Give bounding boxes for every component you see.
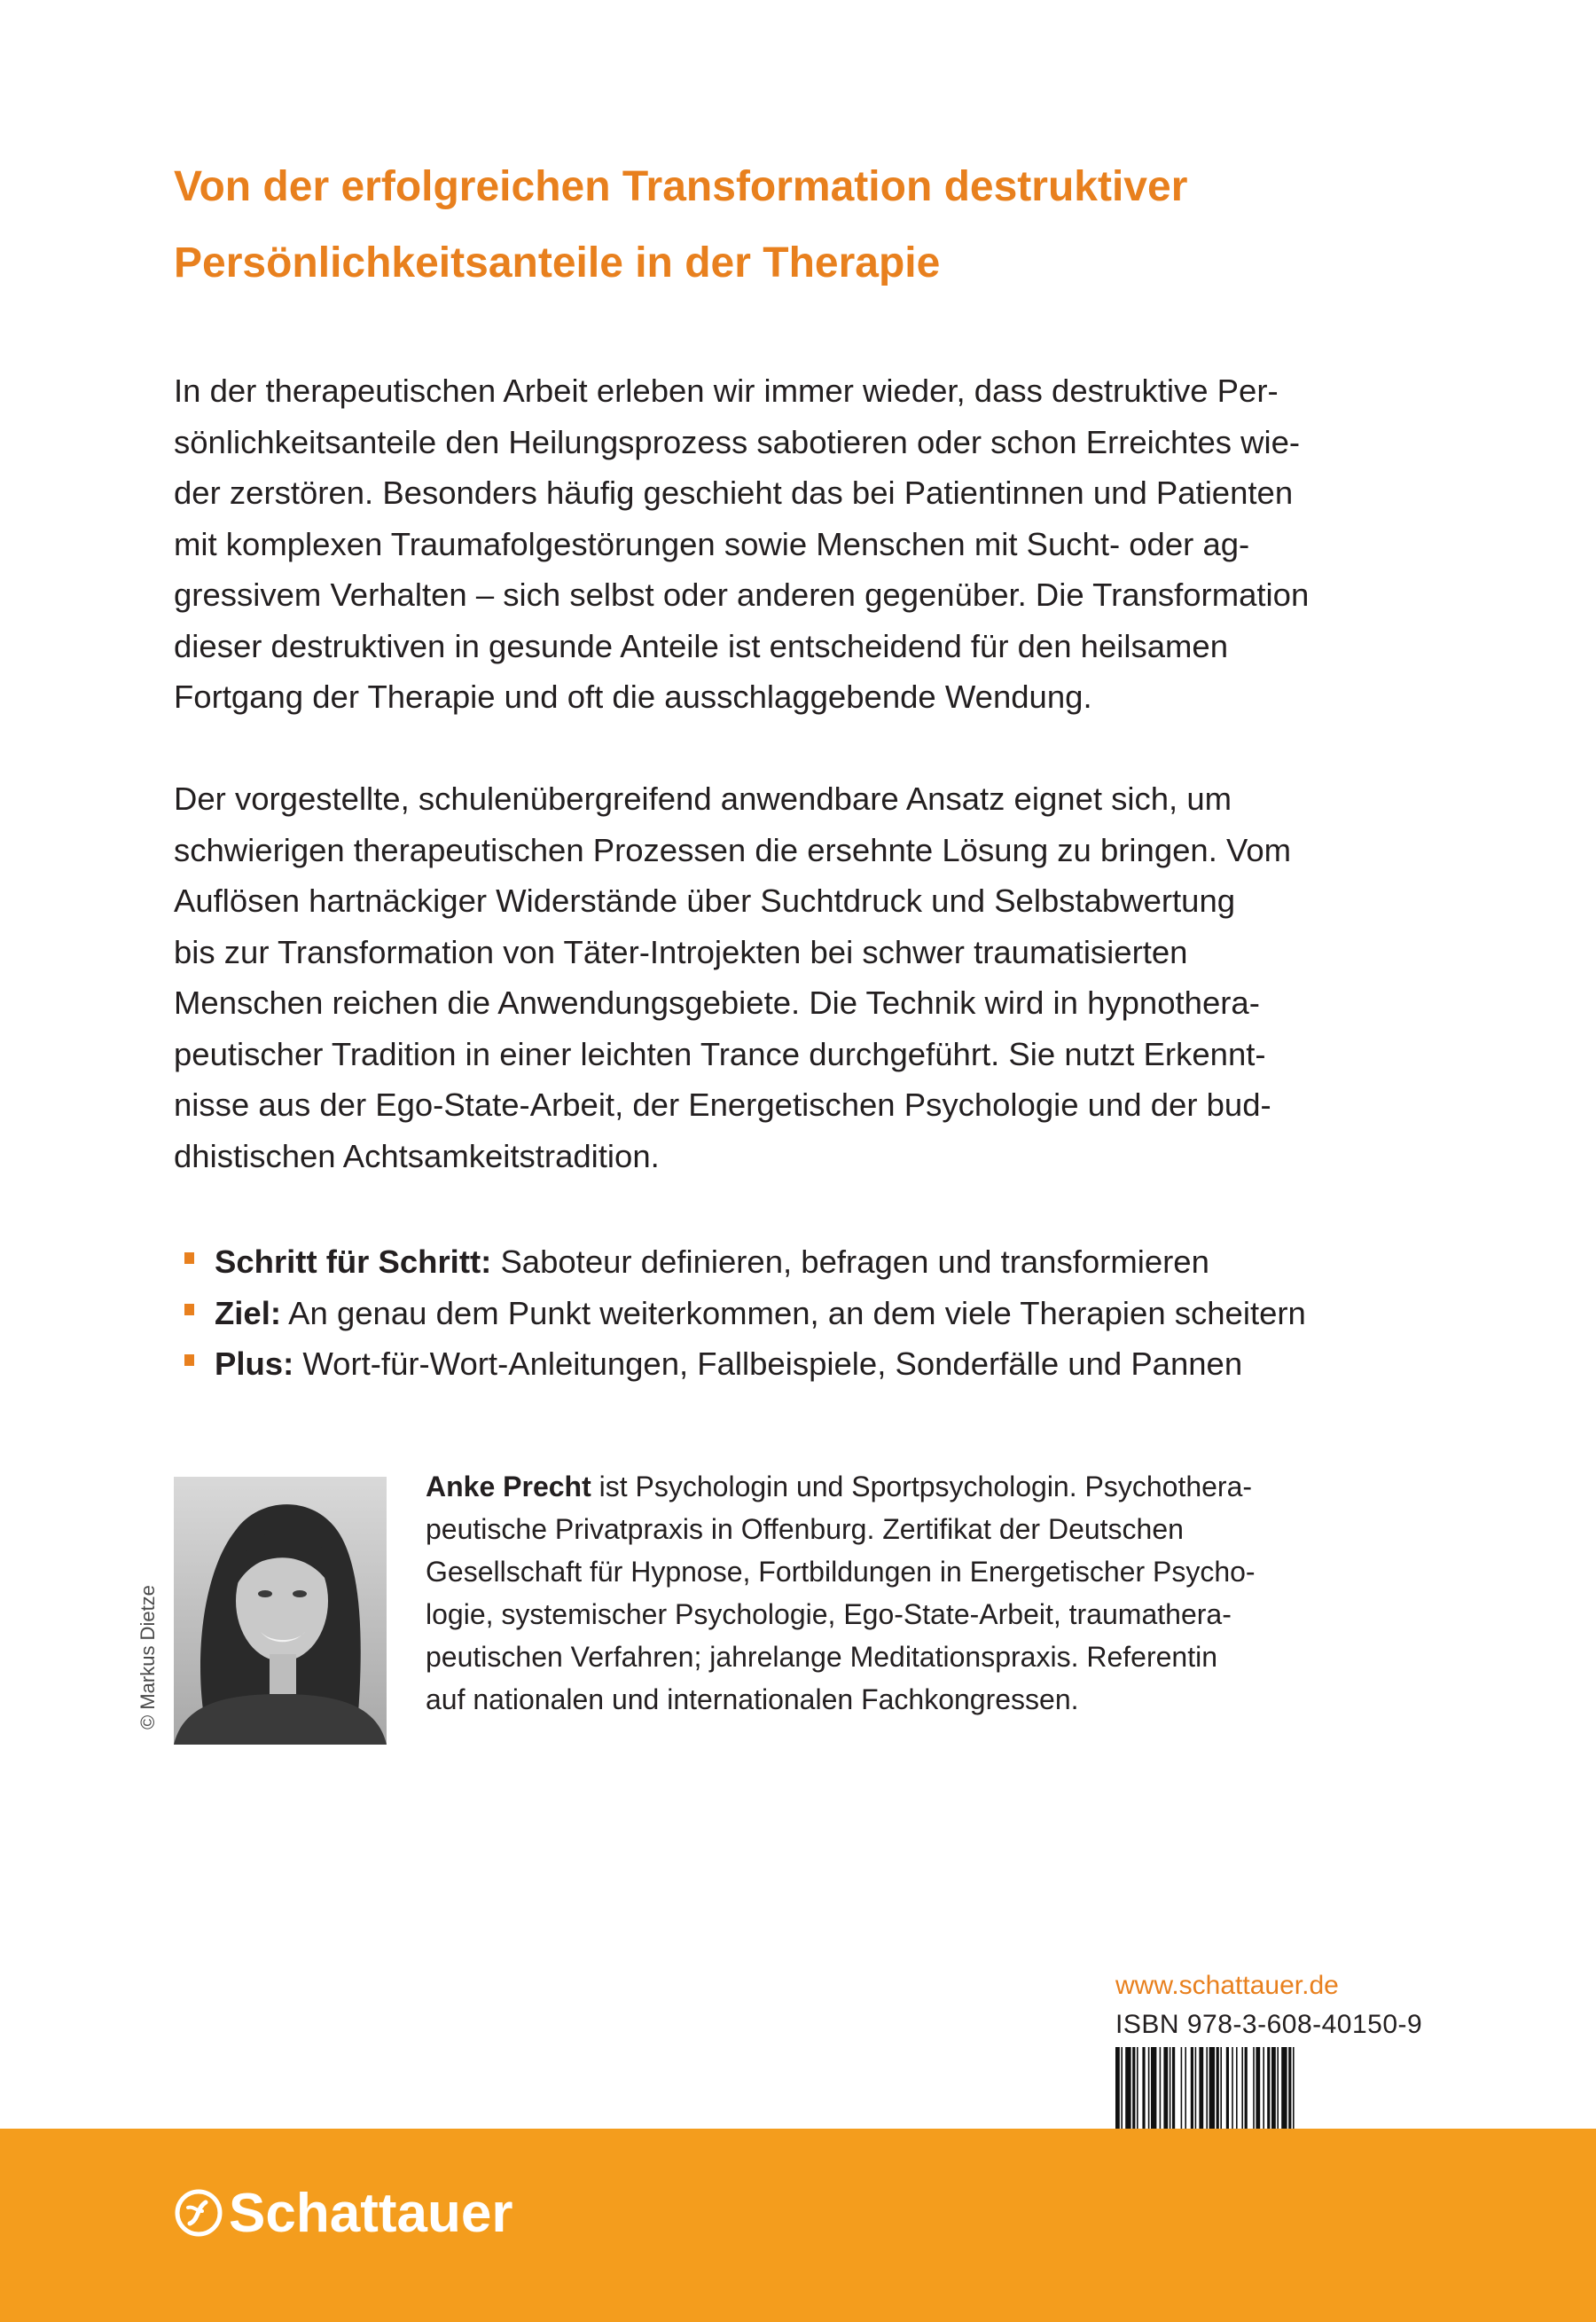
isbn: ISBN 978-3-608-40150-9	[1115, 2010, 1423, 2039]
paragraph-line: In der therapeutischen Arbeit erleben wir immer wieder, dass destruktive Per-	[174, 373, 1279, 409]
barcode-bar	[1151, 2047, 1156, 2129]
bullet-square-icon	[184, 1304, 194, 1315]
barcode-bar	[1125, 2047, 1130, 2129]
bullet-text: Saboteur definieren, befragen und transformieren	[491, 1243, 1209, 1280]
barcode-bar	[1220, 2047, 1222, 2129]
headline-line-2: Persönlichkeitsanteile in der Therapie	[174, 239, 941, 286]
barcode-icon	[1115, 2047, 1419, 2129]
paragraph-line: dieser destruktiven in gesunde Anteile ist entscheidend für den heilsamen	[174, 627, 1229, 664]
author-photo	[174, 1477, 387, 1745]
barcode-bar	[1209, 2047, 1215, 2129]
barcode-bar	[1277, 2047, 1279, 2129]
barcode-bar	[1245, 2047, 1248, 2129]
headline	[174, 149, 1433, 302]
bio-text: ist Psychologin und Sportpsychologin. Psychothera-	[591, 1471, 1253, 1502]
barcode-bar	[1121, 2047, 1123, 2129]
barcode-bar	[1195, 2047, 1197, 2129]
barcode-bar	[1172, 2047, 1175, 2129]
barcode-bar	[1271, 2047, 1276, 2129]
publisher-logo	[174, 2182, 512, 2244]
bio-line-1	[426, 1465, 1436, 1508]
paragraph-line: sönlichkeitsanteile den Heilungsprozess sabotieren oder schon Erreichtes wie-	[174, 423, 1301, 460]
barcode-bar	[1148, 2047, 1150, 2129]
bullet-label: Ziel:	[215, 1294, 282, 1331]
photo-credit: © Markus Dietze	[137, 1585, 159, 1730]
barcode-bar	[1226, 2047, 1229, 2129]
barcode-bar	[1206, 2047, 1208, 2129]
author-portrait-icon	[174, 1477, 387, 1745]
barcode-bar	[1170, 2047, 1171, 2129]
bullet-text: Wort-für-Wort-Anleitungen, Fallbeispiele, Sonderfälle und Pannen	[293, 1345, 1243, 1382]
bullet-item	[174, 1288, 1433, 1339]
bullet-label: Plus:	[215, 1345, 294, 1382]
barcode-bar	[1142, 2047, 1145, 2129]
paragraph-line: gressivem Verhalten – sich selbst oder anderen gegenüber. Die Transformation	[174, 577, 1310, 613]
bio-line: peutische Privatpraxis in Offenburg. Zertifikat der Deutschen	[426, 1513, 1184, 1545]
schattauer-logo-icon	[174, 2188, 223, 2238]
bullet-label: Schritt für Schritt:	[215, 1243, 492, 1280]
bullet-square-icon	[184, 1354, 194, 1366]
paragraph-line: dhistischen Achtsamkeitstradition.	[174, 1137, 660, 1174]
paragraph-line: nisse aus der Ego-State-Arbeit, der Energetischen Psychologie und der bud-	[174, 1086, 1271, 1123]
paragraph-1	[174, 365, 1433, 723]
barcode-bar	[1191, 2047, 1193, 2129]
footer-band	[0, 2129, 1596, 2322]
bio-line: auf nationalen und internationalen Fachkongressen.	[426, 1683, 1079, 1715]
barcode-bar	[1132, 2047, 1135, 2129]
publisher-brand: Schattauer	[229, 2182, 513, 2244]
paragraph-line: Menschen reichen die Anwendungsgebiete. Die Technik wird in hypnothera-	[174, 984, 1260, 1021]
barcode-bar	[1163, 2047, 1168, 2129]
barcode-bar	[1241, 2047, 1243, 2129]
barcode-bar	[1288, 2047, 1291, 2129]
bio-line: Gesellschaft für Hypnose, Fortbildungen in Energetischer Psycho-	[426, 1556, 1256, 1588]
paragraph-line: der zerstören. Besonders häufig geschieht das bei Patientinnen und Patienten	[174, 475, 1294, 511]
barcode-bar	[1281, 2047, 1287, 2129]
barcode-bar	[1185, 2047, 1186, 2129]
barcode-bar	[1267, 2047, 1270, 2129]
barcode-bar	[1181, 2047, 1183, 2129]
paragraph-line: bis zur Transformation von Täter-Introjekten bei schwer traumatisierten	[174, 933, 1188, 970]
barcode-bar	[1263, 2047, 1264, 2129]
barcode-bar	[1137, 2047, 1138, 2129]
barcode-bar	[1199, 2047, 1203, 2129]
paragraph-line: Auflösen hartnäckiger Widerstände über Suchtdruck und Selbstabwertung	[174, 883, 1236, 919]
bio-line: peutischen Verfahren; jahrelange Meditationspraxis. Referentin	[426, 1641, 1217, 1673]
paragraph-line: schwierigen therapeutischen Prozessen die ersehnte Lösung zu bringen. Vom	[174, 831, 1292, 868]
barcode-bar	[1217, 2047, 1219, 2129]
barcode-bar	[1160, 2047, 1162, 2129]
barcode-bar	[1232, 2047, 1233, 2129]
paragraph-line: Fortgang der Therapie und oft die ausschlaggebende Wendung.	[174, 679, 1092, 715]
publisher-url[interactable]: www.schattauer.de	[1115, 1971, 1339, 2000]
barcode-bar	[1293, 2047, 1295, 2129]
bio-line: logie, systemischer Psychologie, Ego-State-Arbeit, traumathera-	[426, 1598, 1232, 1630]
paragraph-line: mit komplexen Traumafolgestörungen sowie Menschen mit Sucht- oder ag-	[174, 525, 1250, 562]
author-bio	[426, 1465, 1436, 1721]
paragraph-line: peutischer Tradition in einer leichten Trance durchgeführt. Sie nutzt Erkennt-	[174, 1035, 1266, 1072]
bullet-item	[174, 1236, 1433, 1288]
paragraph-line: Der vorgestellte, schulenübergreifend anwendbare Ansatz eignet sich, um	[174, 781, 1232, 817]
bullet-text: An genau dem Punkt weiterkommen, an dem viele Therapien scheitern	[281, 1294, 1306, 1331]
bullet-item	[174, 1338, 1433, 1390]
bullet-square-icon	[184, 1252, 194, 1264]
barcode-bar	[1236, 2047, 1238, 2129]
barcode-bar	[1253, 2047, 1255, 2129]
bullet-list	[174, 1236, 1433, 1390]
author-name: Anke Precht	[426, 1471, 591, 1502]
paragraph-2	[174, 773, 1433, 1181]
barcode-bar	[1256, 2047, 1260, 2129]
headline-line-1: Von der erfolgreichen Transformation destruktiver	[174, 163, 1188, 210]
barcode-bar	[1115, 2047, 1120, 2129]
